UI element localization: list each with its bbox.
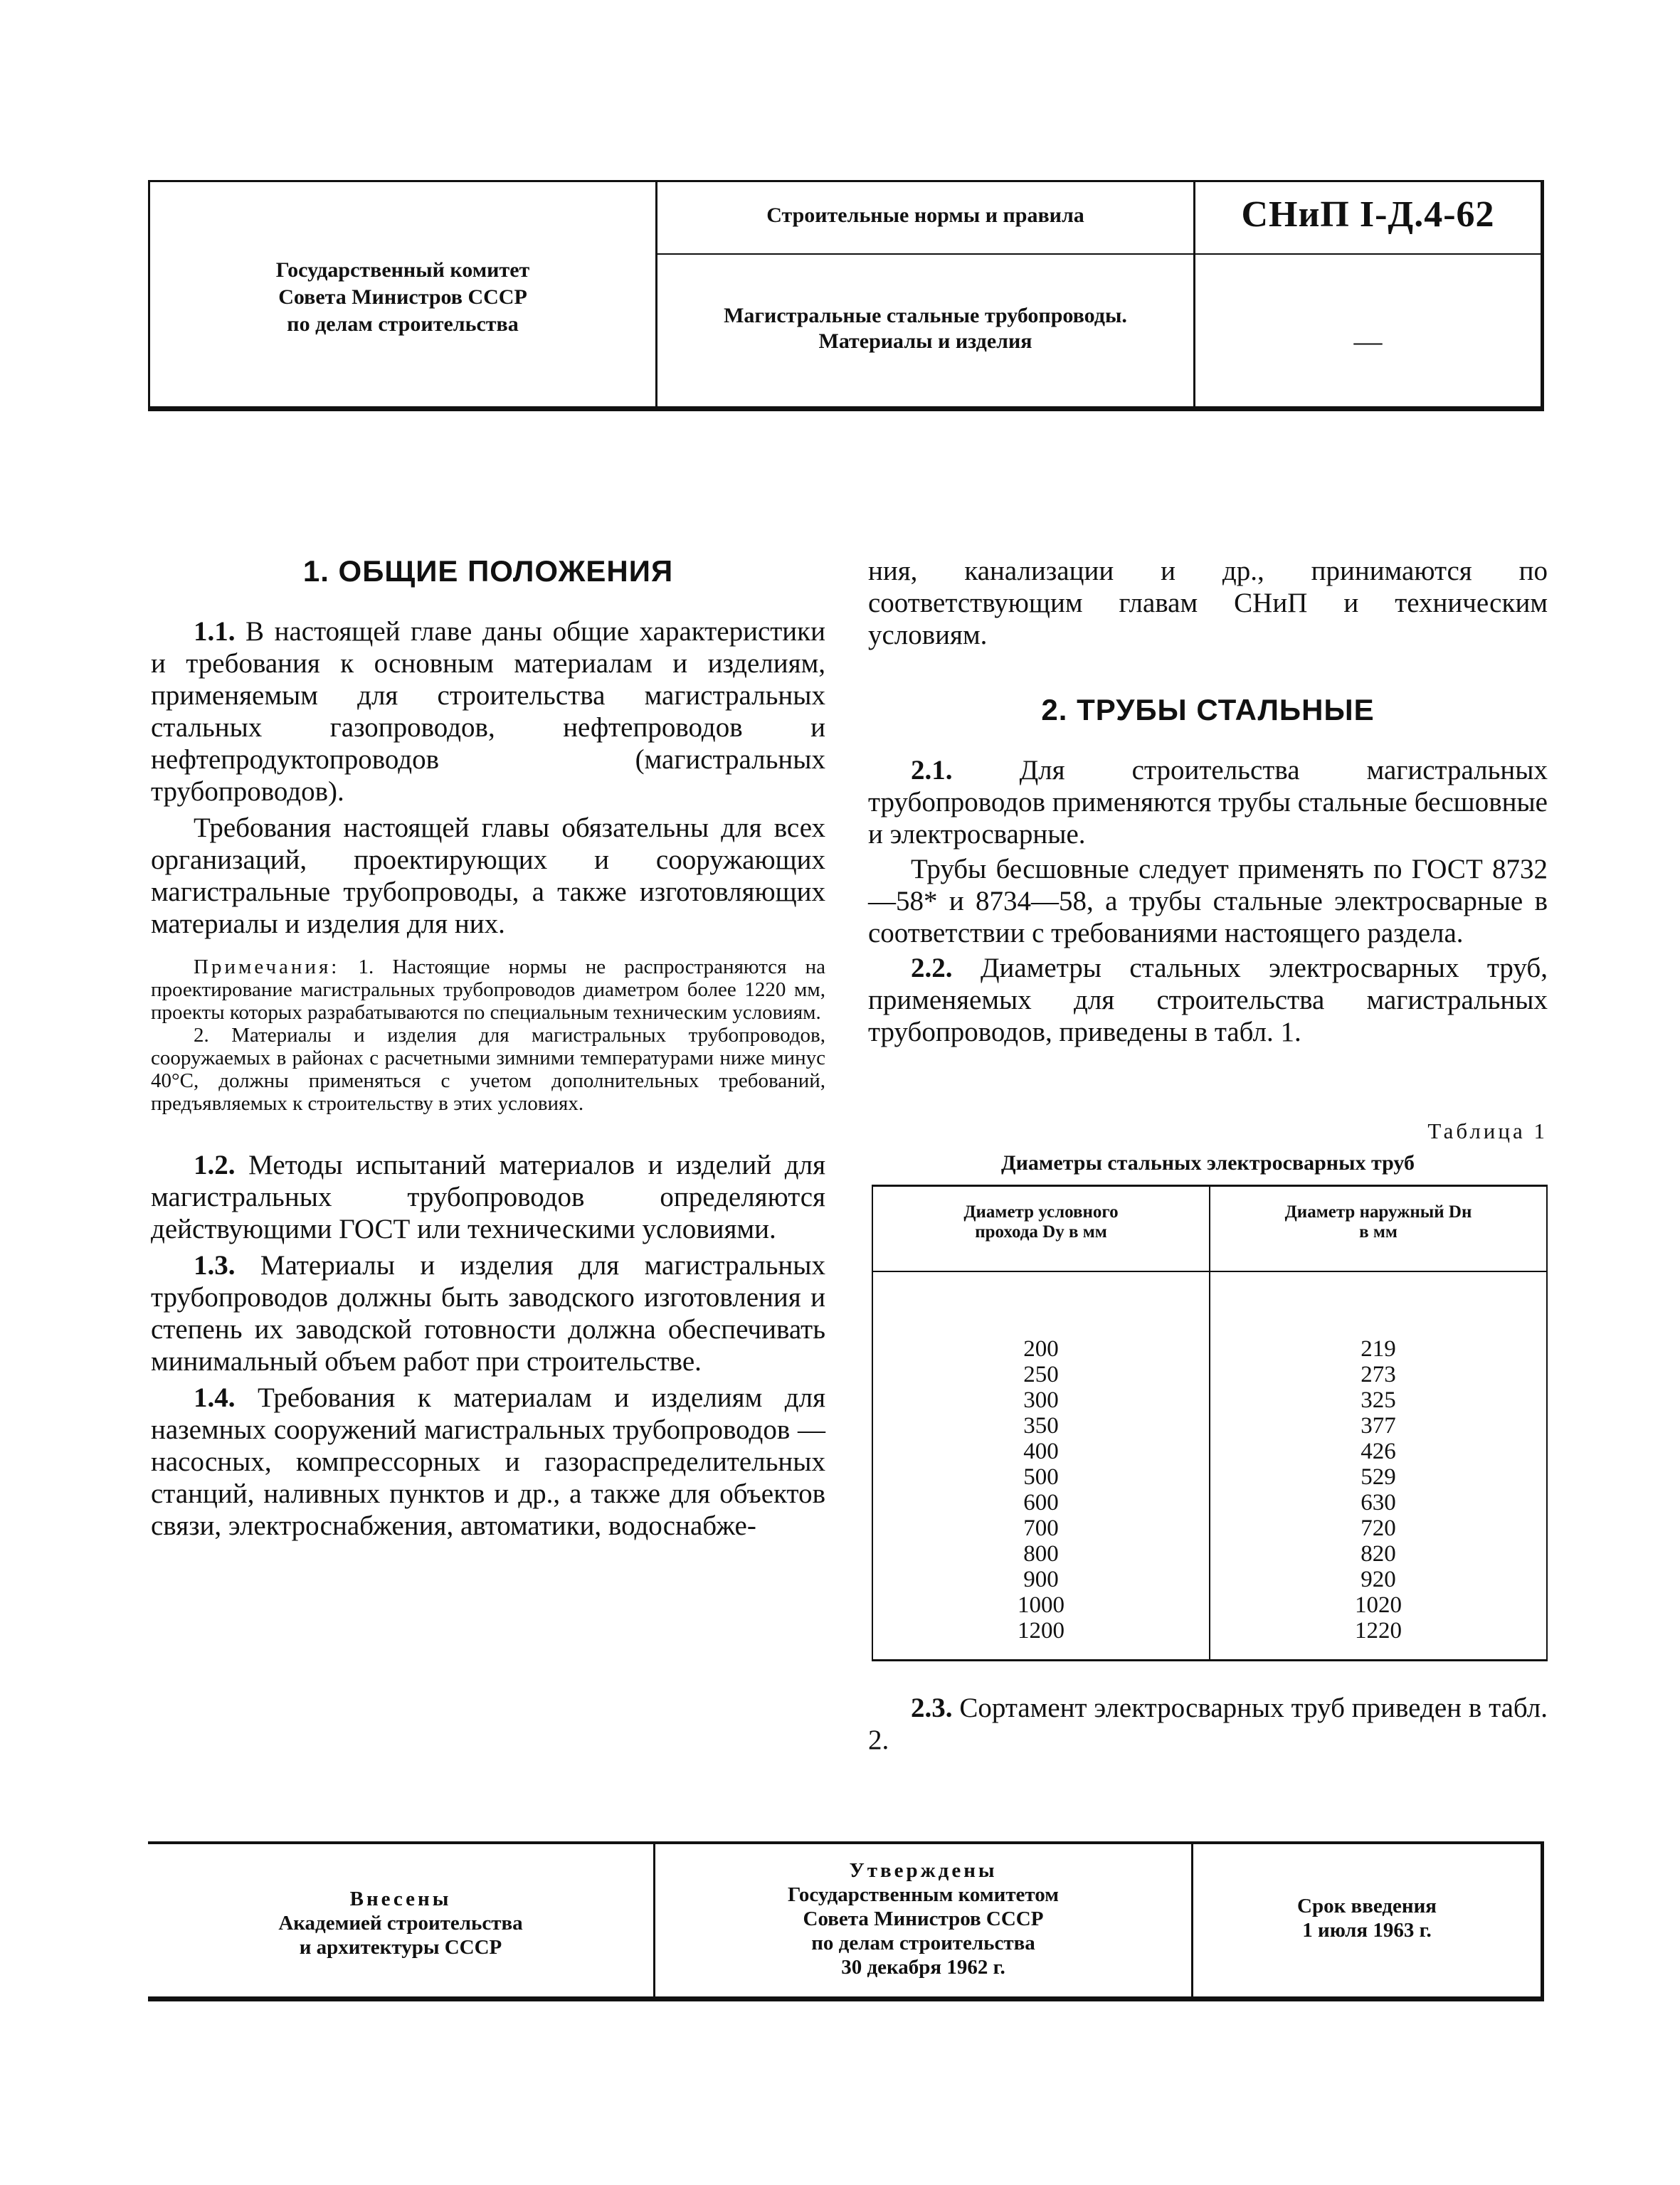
left-column — [151, 555, 825, 1542]
norms-label: Строительные нормы и правила — [766, 203, 1084, 227]
outer-diameter-cell: 529 — [1361, 1464, 1396, 1490]
outer-diameter-cell: 1220 — [1355, 1618, 1402, 1644]
notes-block — [151, 956, 825, 1115]
paragraph-1-4-continued: ния, канализации и др., принимаются по соответствующим главам СНиП и техническим условиям. — [868, 556, 1548, 650]
paragraph-number: 2.1. — [911, 755, 953, 785]
diameters-table — [872, 1185, 1548, 1661]
nominal-diameter-cell: 1200 — [1018, 1618, 1064, 1644]
paragraph-text: Требования к материалам и изделиям для наземных сооружений магистральных трубопроводов — насосных, компрессорных и газораспределительных станций, наливных пунктов и др., а также для объектов связи, электроснабжения, автоматики, водоснабже- — [151, 1382, 826, 1541]
outer-diameter-cell: 426 — [1361, 1439, 1396, 1464]
paragraph-text: Для строительства магистральных трубопроводов применяются трубы стальные бесшовные и электросварные. — [868, 755, 1548, 850]
right-column — [868, 555, 1548, 1048]
paragraph-2-1b: Трубы бесшовные следует применять по ГОСТ 8732—58* и 8734—58, а трубы стальные электросварные в соответствии с требованиями настоящего раздела. — [868, 854, 1548, 948]
nominal-diameter-cell: 200 — [1023, 1336, 1059, 1362]
paragraph-2-3 — [868, 1692, 1548, 1756]
paragraph-number: 1.4. — [194, 1382, 236, 1413]
paragraph-number: 2.3. — [911, 1693, 953, 1723]
paragraph-1-2 — [151, 1149, 825, 1245]
table-column-nominal-diameter — [873, 1336, 1209, 1644]
nominal-diameter-cell: 500 — [1023, 1464, 1059, 1490]
table-title: Диаметры стальных электросварных труб — [1000, 1151, 1415, 1175]
document-code: СНиП І-Д.4-62 — [1241, 194, 1495, 235]
paragraph-text: Методы испытаний материалов и изделий для магистральных трубопроводов определяются действующими ГОСТ или техническими условиями. — [151, 1150, 826, 1244]
nominal-diameter-cell: 1000 — [1018, 1592, 1064, 1618]
table-header-divider — [873, 1271, 1546, 1272]
nominal-diameter-cell: 800 — [1023, 1541, 1059, 1567]
approved-block — [655, 1858, 1191, 1979]
outer-diameter-cell: 820 — [1361, 1541, 1396, 1567]
paragraph-number: 2.2. — [911, 953, 953, 983]
issuing-committee: Государственный комитет Совета Министров СССР по делам строительства — [275, 258, 530, 336]
notes-label: Примечания: — [194, 956, 340, 978]
nominal-diameter-cell: 900 — [1023, 1567, 1059, 1592]
table-column-outer-diameter — [1210, 1336, 1546, 1644]
empty-cell-dash: — — [1353, 325, 1383, 357]
paragraph-2-2 — [868, 952, 1548, 1048]
nominal-diameter-cell: 600 — [1023, 1490, 1059, 1515]
introduced-label: Внесены — [349, 1888, 452, 1910]
outer-diameter-cell: 325 — [1361, 1387, 1396, 1413]
outer-diameter-cell: 920 — [1361, 1567, 1396, 1592]
nominal-diameter-cell: 700 — [1023, 1515, 1059, 1541]
paragraph-text: Сортамент электросварных труб приведен в табл. 2. — [868, 1693, 1548, 1755]
nominal-diameter-cell: 400 — [1023, 1439, 1059, 1464]
note-text: 1. Настоящие нормы не распространяются на проектирование магистральных трубопроводов диаметром более 1220 мм, проекты которых разрабатываются по специальным техническим условиям. — [151, 956, 826, 1024]
nominal-diameter-cell: 250 — [1023, 1362, 1059, 1387]
paragraph-text: В настоящей главе даны общие характеристики и требования к основным материалам и изделиям, применяемым для строительства магистральных стальных газопроводов, нефтепроводов и нефтепродуктопроводов (магистральных трубопроводов). — [151, 616, 825, 807]
paragraph-1-4 — [151, 1382, 825, 1542]
table-header-outer-diameter: Диаметр наружный Dн в мм — [1284, 1202, 1472, 1242]
paragraph-2-1 — [868, 754, 1548, 850]
outer-diameter-cell: 377 — [1361, 1413, 1396, 1439]
outer-diameter-cell: 273 — [1361, 1362, 1396, 1387]
paragraph-1-3 — [151, 1249, 825, 1377]
document-footer — [148, 1841, 1544, 2001]
paragraph-1-1b: Требования настоящей главы обязательны для всех организаций, проектирующих и сооружающих магистральные трубопроводы, а также изготовляющих материалы и изделия для них. — [151, 813, 825, 939]
header-divider — [655, 253, 1541, 255]
paragraph-text: Материалы и изделия для магистральных трубопроводов должны быть заводского изготовления и степень их заводской готовности должна обеспечивать минимальный объем работ при строительстве. — [151, 1250, 826, 1377]
section-1-title: 1. ОБЩИЕ ПОЛОЖЕНИЯ — [302, 554, 674, 588]
paragraph-number: 1.2. — [194, 1150, 236, 1180]
section-2-title: 2. ТРУБЫ СТАЛЬНЫЕ — [1041, 693, 1375, 726]
note-2: 2. Материалы и изделия для магистральных трубопроводов, сооружаемых в районах с расчетными зимними температурами ниже минус 40°С, должны применяться с учетом дополнительных требований, предъявляемых к строительству в этих условиях. — [151, 1024, 825, 1115]
outer-diameter-cell: 219 — [1361, 1336, 1396, 1362]
approved-by: Государственным комитетом Совета Министров СССР по делам строительства 30 декабря 1962 г. — [788, 1883, 1059, 1979]
nominal-diameter-cell: 350 — [1023, 1413, 1059, 1439]
effective-date: Срок введения 1 июля 1963 г. — [1297, 1895, 1437, 1942]
table-label: Таблица 1 — [1427, 1118, 1548, 1143]
paragraph-1-1 — [151, 615, 825, 808]
paragraph-text: Диаметры стальных электросварных труб, применяемых для строительства магистральных трубопроводов, приведены в табл. 1. — [868, 953, 1548, 1047]
paragraph-number: 1.1. — [194, 616, 236, 647]
introduced-block — [148, 1887, 653, 1959]
outer-diameter-cell: 720 — [1361, 1515, 1396, 1541]
document-subject: Магистральные стальные трубопроводы. Материалы и изделия — [724, 304, 1127, 353]
outer-diameter-cell: 630 — [1361, 1490, 1396, 1515]
document-header — [148, 180, 1544, 411]
table-header-nominal-diameter: Диаметр условного прохода Dу в мм — [963, 1202, 1119, 1242]
introduced-by: Академией строительства и архитектуры СССР — [278, 1912, 523, 1959]
nominal-diameter-cell: 300 — [1023, 1387, 1059, 1413]
outer-diameter-cell: 1020 — [1355, 1592, 1402, 1618]
approved-label: Утверждены — [849, 1859, 998, 1882]
paragraph-number: 1.3. — [194, 1250, 236, 1281]
note-1 — [151, 956, 825, 1024]
